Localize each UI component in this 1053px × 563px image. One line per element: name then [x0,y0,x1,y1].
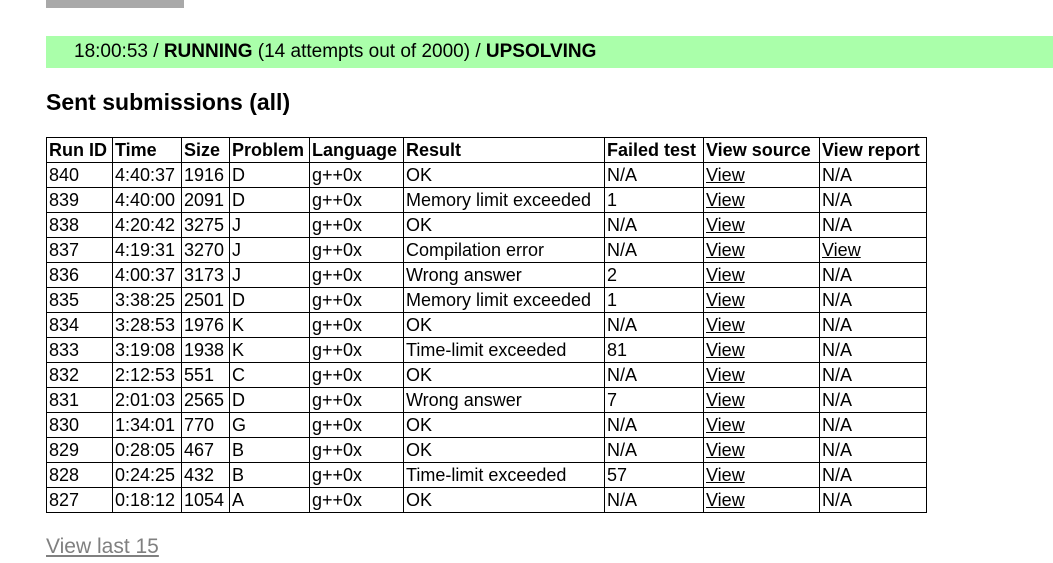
cell-view-source [704,288,820,313]
attempts-info: (14 attempts out of 2000) / [252,41,486,62]
cell-language: g++0x [310,188,404,213]
cell-size: 432 [182,463,230,488]
cell-size: 770 [182,413,230,438]
table-row [47,438,927,463]
cell-result: Wrong answer [404,388,605,413]
cell-view-source [704,188,820,213]
cell-failed-test: 1 [605,288,704,313]
cell-view-report: N/A [820,438,927,463]
table-row [47,363,927,388]
cell-view-report: N/A [820,413,927,438]
cell-language: g++0x [310,313,404,338]
header-problem: Problem [230,138,310,163]
view-source-link[interactable]: View [706,165,745,185]
cell-size: 2501 [182,288,230,313]
cell-run-id: 827 [47,488,113,513]
cell-view-report: N/A [820,213,927,238]
cell-language: g++0x [310,463,404,488]
table-row [47,488,927,513]
view-source-link[interactable]: View [706,190,745,210]
cell-language: g++0x [310,488,404,513]
submissions-table [46,137,927,513]
cell-run-id: 831 [47,388,113,413]
cell-language: g++0x [310,338,404,363]
cell-size: 1938 [182,338,230,363]
table-row [47,313,927,338]
table-row [47,263,927,288]
table-row [47,413,927,438]
cell-result: Memory limit exceeded [404,288,605,313]
cell-size: 1916 [182,163,230,188]
header-run-id: Run ID [47,138,113,163]
table-row [47,463,927,488]
cell-failed-test: N/A [605,238,704,263]
page-title: Sent submissions (all) [46,89,291,115]
cell-problem: A [230,488,310,513]
cell-size: 2565 [182,388,230,413]
cell-failed-test: 81 [605,338,704,363]
cell-run-id: 829 [47,438,113,463]
cell-problem: K [230,338,310,363]
view-report-link[interactable]: View [822,240,861,260]
header-view-report: View report [820,138,927,163]
cell-time: 4:00:37 [113,263,182,288]
cell-result: OK [404,213,605,238]
cell-result: Time-limit exceeded [404,338,605,363]
contest-state: RUNNING [163,41,253,62]
view-source-link[interactable]: View [706,240,745,260]
cell-view-source [704,463,820,488]
cell-view-source [704,238,820,263]
table-row [47,213,927,238]
header-failed-test: Failed test [605,138,704,163]
view-source-link[interactable]: View [706,390,745,410]
contest-status-bar [46,36,1053,68]
cell-result: OK [404,163,605,188]
cell-language: g++0x [310,213,404,238]
server-time: 18:00:53 [74,41,148,62]
cell-size: 3173 [182,263,230,288]
cell-size: 1054 [182,488,230,513]
cell-time: 0:18:12 [113,488,182,513]
view-source-link[interactable]: View [706,315,745,335]
view-source-link[interactable]: View [706,340,745,360]
cell-view-source [704,488,820,513]
cell-problem: J [230,213,310,238]
cell-result: Time-limit exceeded [404,463,605,488]
table-row [47,288,927,313]
cell-failed-test: N/A [605,413,704,438]
cell-time: 0:24:25 [113,463,182,488]
cell-view-report: N/A [820,263,927,288]
cell-time: 4:40:37 [113,163,182,188]
cell-problem: D [230,288,310,313]
view-source-link[interactable]: View [706,290,745,310]
cell-view-report: N/A [820,488,927,513]
cell-failed-test: 7 [605,388,704,413]
cell-problem: D [230,188,310,213]
cell-failed-test: N/A [605,213,704,238]
cell-language: g++0x [310,363,404,388]
cell-failed-test: N/A [605,438,704,463]
cell-time: 4:40:00 [113,188,182,213]
contest-mode: UPSOLVING [485,41,597,62]
cell-result: OK [404,488,605,513]
cell-failed-test: N/A [605,488,704,513]
header-language: Language [310,138,404,163]
cell-size: 2091 [182,188,230,213]
cell-view-report: N/A [820,188,927,213]
table-row [47,338,927,363]
view-source-link[interactable]: View [706,465,745,485]
cell-size: 1976 [182,313,230,338]
cell-view-report: N/A [820,363,927,388]
cell-view-source [704,438,820,463]
view-source-link[interactable]: View [706,215,745,235]
cell-problem: K [230,313,310,338]
cell-language: g++0x [310,413,404,438]
header-view-source: View source [704,138,820,163]
cell-time: 2:01:03 [113,388,182,413]
cell-problem: G [230,413,310,438]
cell-language: g++0x [310,163,404,188]
view-source-link[interactable]: View [706,490,745,510]
view-source-link[interactable]: View [706,265,745,285]
cell-result: Wrong answer [404,263,605,288]
table-header-row [47,138,927,163]
status-separator: / [147,41,164,62]
cell-view-report: N/A [820,163,927,188]
cell-problem: C [230,363,310,388]
view-source-link[interactable]: View [706,365,745,385]
cell-size: 551 [182,363,230,388]
cell-result: OK [404,413,605,438]
cell-failed-test: 1 [605,188,704,213]
table-row [47,188,927,213]
header-size: Size [182,138,230,163]
cell-view-report: N/A [820,288,927,313]
cell-view-report: N/A [820,338,927,363]
cell-language: g++0x [310,438,404,463]
view-last-15-link[interactable]: View last 15 [46,535,159,558]
cell-failed-test: N/A [605,163,704,188]
cell-time: 3:28:53 [113,313,182,338]
cell-view-source [704,363,820,388]
cell-failed-test: 57 [605,463,704,488]
cell-size: 3275 [182,213,230,238]
cell-failed-test: 2 [605,263,704,288]
cell-language: g++0x [310,388,404,413]
cell-run-id: 836 [47,263,113,288]
cell-size: 3270 [182,238,230,263]
cell-time: 4:19:31 [113,238,182,263]
cell-size: 467 [182,438,230,463]
cell-time: 2:12:53 [113,363,182,388]
view-source-link[interactable]: View [706,440,745,460]
cell-time: 4:20:42 [113,213,182,238]
cell-run-id: 828 [47,463,113,488]
cell-failed-test: N/A [605,313,704,338]
cell-problem: J [230,238,310,263]
cell-language: g++0x [310,288,404,313]
table-row [47,238,927,263]
cell-problem: D [230,388,310,413]
cell-time: 3:38:25 [113,288,182,313]
cell-run-id: 832 [47,363,113,388]
cell-failed-test: N/A [605,363,704,388]
cell-view-source [704,338,820,363]
cell-view-source [704,313,820,338]
table-row [47,388,927,413]
cell-run-id: 838 [47,213,113,238]
cell-view-report: N/A [820,463,927,488]
cell-problem: D [230,163,310,188]
cell-run-id: 837 [47,238,113,263]
cell-run-id: 840 [47,163,113,188]
cell-time: 1:34:01 [113,413,182,438]
cell-run-id: 839 [47,188,113,213]
cell-run-id: 834 [47,313,113,338]
cell-view-report: N/A [820,313,927,338]
cell-view-source [704,388,820,413]
view-source-link[interactable]: View [706,415,745,435]
cell-view-report: N/A [820,388,927,413]
table-row [47,163,927,188]
cell-problem: B [230,438,310,463]
cell-result: OK [404,363,605,388]
cell-view-source [704,213,820,238]
cell-result: OK [404,438,605,463]
cell-view-report [820,238,927,263]
cell-language: g++0x [310,238,404,263]
cell-view-source [704,263,820,288]
cell-problem: J [230,263,310,288]
cell-result: OK [404,313,605,338]
cell-time: 3:19:08 [113,338,182,363]
header-result: Result [404,138,605,163]
cell-view-source [704,163,820,188]
cell-problem: B [230,463,310,488]
cell-result: Compilation error [404,238,605,263]
cell-run-id: 833 [47,338,113,363]
cell-time: 0:28:05 [113,438,182,463]
cell-result: Memory limit exceeded [404,188,605,213]
cell-run-id: 830 [47,413,113,438]
cell-run-id: 835 [47,288,113,313]
header-time: Time [113,138,182,163]
top-bar [46,0,184,8]
cell-language: g++0x [310,263,404,288]
cell-view-source [704,413,820,438]
